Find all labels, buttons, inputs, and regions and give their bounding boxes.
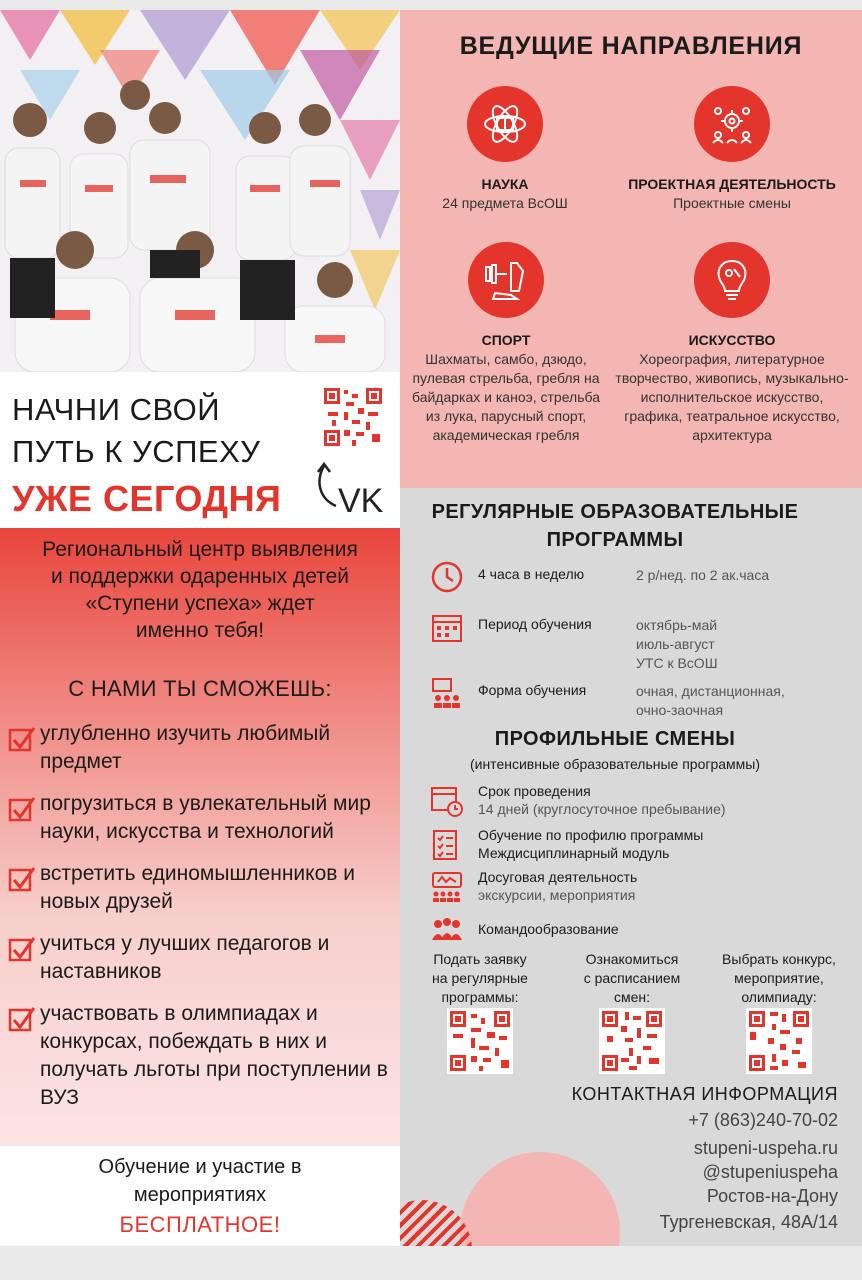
checkbox-check-icon bbox=[8, 726, 36, 754]
regular-title-line-2: ПРОГРАММЫ bbox=[546, 529, 684, 551]
direction-desc: 24 предмета ВсОШ bbox=[442, 195, 568, 211]
direction-desc: Хореография, литературное творчество, живопись, музыкально-исполнительское искусство, графика, театральное искусство, архитектура bbox=[615, 351, 849, 443]
benefits-section bbox=[0, 528, 400, 1156]
contact-title: КОНТАКТНАЯ ИНФОРМАЦИЯ bbox=[571, 1084, 838, 1104]
slogan-line-1: НАЧНИ СВОЙ bbox=[12, 392, 221, 427]
list-item bbox=[8, 1000, 400, 1112]
poster bbox=[0, 10, 862, 1246]
direction-name: ПРОЕКТНАЯ ДЕЯТЕЛЬНОСТЬ bbox=[628, 176, 836, 192]
free-line-1: Обучение и участие в bbox=[98, 1156, 302, 1178]
intro-line-3: «Ступени успеха» ждет bbox=[85, 592, 315, 615]
checkbox-check-icon bbox=[8, 936, 36, 964]
directions-title: ВЕДУЩИЕ НАПРАВЛЕНИЯ bbox=[459, 32, 803, 60]
dumbbell-icon bbox=[468, 242, 544, 318]
qr-contest[interactable] bbox=[704, 950, 854, 1074]
regular-value: 2 р/нед. по 2 ак.часа bbox=[636, 567, 770, 583]
regular-title-line-1: РЕГУЛЯРНЫЕ ОБРАЗОВАТЕЛЬНЫЕ bbox=[431, 501, 799, 523]
qr-code-icon[interactable] bbox=[599, 1008, 665, 1074]
qr-code-icon[interactable] bbox=[746, 1008, 812, 1074]
can-title: С НАМИ ТЫ СМОЖЕШЬ: bbox=[68, 676, 332, 701]
direction-desc: Проектные смены bbox=[673, 195, 791, 211]
slogan-block bbox=[0, 372, 400, 528]
checklist-icon bbox=[430, 828, 464, 862]
qr-caption: Выбрать конкурс, мероприятие, олимпиаду: bbox=[722, 951, 836, 1005]
profile-label: Обучение по профилю программы bbox=[478, 827, 704, 843]
direction-desc: Шахматы, самбо, дзюдо, пулевая стрельба, гребля на байдарках и каноэ, стрельба из лука, парусный спорт, академическая гребля bbox=[412, 351, 600, 443]
contact-address: Тургеневская, 48А/14 bbox=[659, 1212, 838, 1232]
contact-phone[interactable]: +7 (863)240-70-02 bbox=[688, 1110, 838, 1130]
contact-site[interactable]: stupeni-uspeha.ru bbox=[693, 1138, 838, 1158]
free-notice bbox=[0, 1146, 400, 1246]
free-line-2: мероприятиях bbox=[133, 1184, 267, 1206]
checkbox-check-icon bbox=[8, 866, 36, 894]
contact-city: Ростов-на-Дону bbox=[706, 1186, 838, 1206]
team-gear-icon bbox=[694, 86, 770, 162]
intro-text bbox=[0, 536, 400, 644]
classroom-icon bbox=[430, 676, 464, 710]
profile-label: Досуговая деятельность bbox=[478, 869, 638, 885]
qr-schedule[interactable] bbox=[562, 950, 702, 1074]
list-item bbox=[8, 790, 400, 846]
profile-shifts-title: ПРОФИЛЬНЫЕ СМЕНЫ bbox=[494, 728, 736, 750]
regular-label: Форма обучения bbox=[478, 682, 587, 698]
list-item bbox=[8, 930, 400, 986]
qr-caption: Ознакомиться с расписанием смен: bbox=[583, 951, 681, 1005]
contact-social[interactable]: @stupeniuspeha bbox=[702, 1162, 838, 1182]
direction-projects bbox=[614, 86, 850, 213]
profile-value: Междисциплинарный модуль bbox=[478, 845, 670, 861]
clock-icon bbox=[430, 560, 464, 594]
checkbox-check-icon bbox=[8, 1006, 36, 1034]
profile-value: 14 дней (круглосуточное пребывание) bbox=[478, 801, 726, 817]
benefit-text: учиться у лучших педагогов и наставников bbox=[40, 932, 330, 983]
checkbox-check-icon bbox=[8, 796, 36, 824]
direction-name: ИСКУССТВО bbox=[688, 332, 776, 348]
direction-name: НАУКА bbox=[481, 176, 529, 192]
slogan-line-2: ПУТЬ К УСПЕХУ bbox=[12, 434, 261, 469]
intro-line-2: и поддержки одаренных детей bbox=[51, 565, 349, 588]
benefit-text: углубленно изучить любимый предмет bbox=[40, 722, 331, 773]
regular-label: Период обучения bbox=[478, 616, 592, 632]
direction-art bbox=[614, 242, 850, 445]
qr-caption: Подать заявку на регулярные программы: bbox=[432, 951, 528, 1005]
team-photo bbox=[0, 10, 400, 372]
decorative-stripes bbox=[400, 1200, 472, 1246]
qr-code-icon[interactable] bbox=[447, 1008, 513, 1074]
intro-line-1: Региональный центр выявления bbox=[42, 538, 358, 561]
regular-value: октябрь-май июль-август УТС к ВсОШ bbox=[636, 617, 718, 671]
profile-value: экскурсии, мероприятия bbox=[478, 887, 636, 903]
lightbulb-art-icon bbox=[694, 242, 770, 318]
team-icon bbox=[430, 914, 464, 948]
photo-illustration bbox=[0, 10, 400, 372]
profile-shifts-subtitle: (интенсивные образовательные программы) bbox=[469, 756, 761, 772]
benefits-list bbox=[8, 720, 400, 1126]
profile-label: Срок проведения bbox=[478, 783, 591, 799]
benefit-text: встретить единомышленников и новых друзей bbox=[40, 862, 355, 913]
profile-label: Командообразование bbox=[478, 921, 619, 937]
direction-sport bbox=[408, 242, 604, 445]
atom-book-icon bbox=[467, 86, 543, 162]
list-item bbox=[8, 720, 400, 776]
regular-value: очная, дистанционная, очно-заочная bbox=[636, 683, 785, 718]
vk-qr-code[interactable] bbox=[322, 386, 384, 448]
leisure-icon bbox=[430, 870, 464, 904]
vk-label[interactable]: VK bbox=[338, 482, 384, 520]
programs-section bbox=[400, 488, 862, 1246]
regular-programs-title bbox=[400, 498, 830, 554]
decorative-circle bbox=[460, 1152, 620, 1246]
regular-label: 4 часа в неделю bbox=[478, 566, 585, 582]
direction-science bbox=[430, 86, 580, 213]
benefit-text: погрузиться в увлекательный мир науки, искусства и технологий bbox=[40, 792, 371, 843]
calendar-icon bbox=[430, 610, 464, 644]
benefit-text: участвовать в олимпиадах и конкурсах, побеждать в них и получать льготы при поступлении в ВУЗ bbox=[40, 1002, 388, 1109]
calendar-clock-icon bbox=[430, 784, 464, 818]
free-highlight: БЕСПЛАТНОЕ! bbox=[119, 1212, 281, 1237]
direction-name: СПОРТ bbox=[481, 332, 531, 348]
list-item bbox=[8, 860, 400, 916]
slogan-highlight: УЖЕ СЕГОДНЯ bbox=[12, 478, 282, 519]
qr-apply-regular[interactable] bbox=[410, 950, 550, 1074]
intro-line-4: именно тебя! bbox=[135, 619, 265, 642]
directions-section bbox=[400, 10, 862, 488]
